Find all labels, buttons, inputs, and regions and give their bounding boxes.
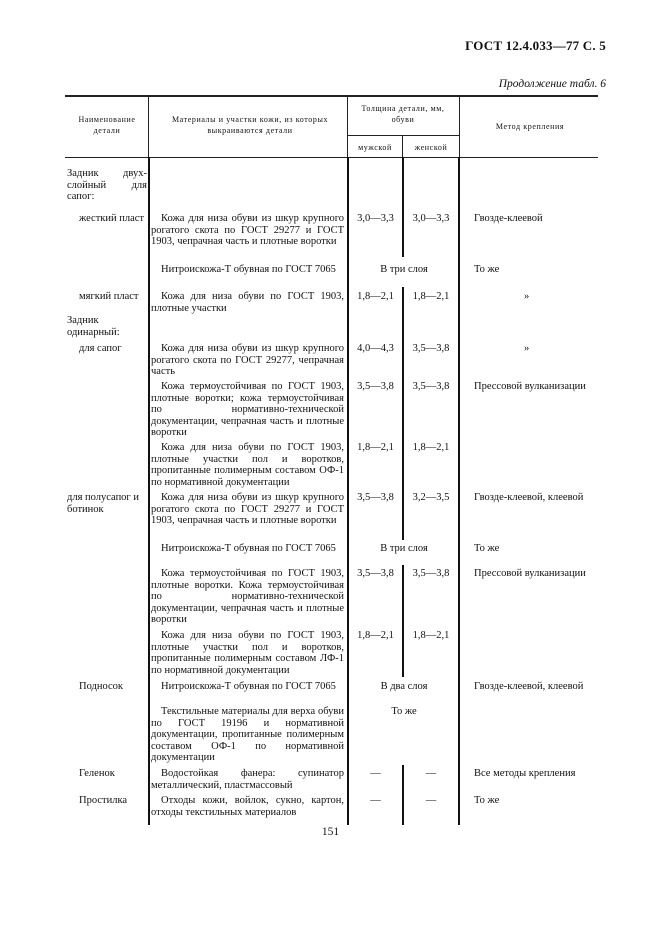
header-col-divider-1 <box>148 95 149 157</box>
table-row-male: 1,8—2,1 <box>357 291 394 302</box>
table-row-female: 3,5—3,8 <box>412 568 450 579</box>
column-header-name: Наименование детали <box>78 115 136 135</box>
table-row-name: Геленок <box>79 768 115 779</box>
mid-divider-seg-1 <box>402 157 404 257</box>
table-row-male: 3,5—3,8 <box>357 568 394 579</box>
table-row-span: В два слоя <box>380 681 428 692</box>
table-row-material: Нитроискожа-Т обувная по ГОСТ 7065 <box>161 543 336 554</box>
table-row-material: Кожа для низа обуви из шкур крупного рогатого скота по ГОСТ 29277, чепрачная часть <box>151 343 344 378</box>
table-row-method: Гвозде-клеевой, клеевой <box>474 681 584 692</box>
table-row-method: Прессовой вулканизации <box>474 381 586 392</box>
table-row-female: 1,8—2,1 <box>412 291 450 302</box>
table-row-female: 1,8—2,1 <box>412 442 450 453</box>
body-col-divider-4 <box>458 157 460 825</box>
table-row-material: Водостойкая фанера: супинатор металлический, пластмассовый <box>151 768 344 791</box>
table-row-method: То же <box>474 264 500 275</box>
table-row-span: В три слоя <box>380 543 428 554</box>
column-header-materials: Материалы и участки кожи, из которых выкраиваются детали <box>171 115 329 135</box>
table-row-female: 3,5—3,8 <box>412 381 450 392</box>
table-row-male: 1,8—2,1 <box>357 442 394 453</box>
table-row-method: Гвозде-клеевой <box>474 213 543 224</box>
column-header-method: Метод крепления <box>495 122 565 131</box>
table-row-male: 1,8—2,1 <box>357 630 394 641</box>
table-row-male: 4,0—4,3 <box>357 343 394 354</box>
table-row-material: Кожа для низа обуви из шкур крупного рогатого скота по ГОСТ 29277 и ГОСТ 1903, чепрачная часть и плотные воротки <box>151 492 344 527</box>
table-continuation-note: Продолжение табл. 6 <box>498 78 606 90</box>
table-row-material: Кожа термоустойчивая по ГОСТ 1903, плотные воротки; кожа термоустойчивая по нормативно-технической документации, чепрачная часть и плотные воротки <box>151 381 344 439</box>
table-row-material: Текстильные материалы для верха обуви по ГОСТ 19196 и нормативной документации, пропитанные полимерным составом ОФ-1 по нормативной документации <box>151 706 344 764</box>
table-row-method: » <box>524 291 530 302</box>
table-row-material: Кожа для низа обуви по ГОСТ 1903, плотные участки <box>151 291 344 314</box>
table-row-male: — <box>370 795 381 806</box>
table-row-material: Нитроискожа-Т обувная по ГОСТ 7065 <box>161 681 336 692</box>
header-sub-divider <box>347 135 459 136</box>
table-row-name: мягкий пласт <box>79 291 139 302</box>
table-row-name: для сапог <box>79 343 122 354</box>
body-col-divider-2 <box>347 157 349 825</box>
column-header-thickness: Толщина детали, мм, обуви <box>361 104 445 124</box>
table-row-name: Задник двух-слойный для сапог: <box>67 168 147 203</box>
body-col-divider-1 <box>148 157 150 825</box>
table-row-material: Кожа для низа обуви по ГОСТ 1903, плотные участки пол и воротков, пропитанные полимерным составом ЛФ-1 по нормативной документации <box>151 630 344 676</box>
table-row-female: — <box>425 795 437 806</box>
table-row-male: 3,0—3,3 <box>357 213 394 224</box>
table-row-female: 3,2—3,5 <box>412 492 450 503</box>
table-row-female: 3,5—3,8 <box>412 343 450 354</box>
table-row-female: — <box>425 768 437 779</box>
table-row-name: жесткий пласт <box>79 213 145 224</box>
table-row-method: Гвозде-клеевой, клеевой <box>474 492 584 503</box>
table-row-female: 3,0—3,3 <box>412 213 450 224</box>
table-row-name: Подносок <box>79 681 124 692</box>
table-row-name: Простилка <box>79 795 128 806</box>
table-row-material: Кожа для низа обуви по ГОСТ 1903, плотные участки пол и воротков, пропитанные полимерным составом ОФ-1 по нормативной документации <box>151 442 344 488</box>
table-row-span: В три слоя <box>380 264 428 275</box>
table-row-name: Задник одинарный: <box>67 315 120 338</box>
table-row-male: — <box>370 768 381 779</box>
table-row-material: Нитроискожа-Т обувная по ГОСТ 7065 <box>161 264 336 275</box>
table-row-method: » <box>524 343 530 354</box>
table-row-name: для полусапог и ботинок <box>67 492 139 515</box>
table-row-male: 3,5—3,8 <box>357 492 394 503</box>
table-row-method: Все методы крепления <box>474 768 576 779</box>
table-row-method: Прессовой вулканизации <box>474 568 586 579</box>
mid-divider-seg-3 <box>402 565 404 677</box>
table-row-material: Отходы кожи, войлок, сукно, картон, отходы текстильных материалов <box>151 795 344 818</box>
table-row-material: Кожа термоустойчивая по ГОСТ 1903, плотные воротки. Кожа термоустойчивая по нормативно-технической документации, чепрачная часть и плотные воротки <box>151 568 344 626</box>
column-header-female: женской <box>414 143 448 152</box>
table-row-male: 3,5—3,8 <box>357 381 394 392</box>
page-number: 151 <box>321 826 340 838</box>
table-row-method: То же <box>474 543 500 554</box>
table-row-span: То же <box>391 706 417 717</box>
table-top-border <box>65 95 598 97</box>
header-col-divider-4 <box>459 95 460 157</box>
table-row-female: 1,8—2,1 <box>412 630 450 641</box>
table-row-material: Кожа для низа обуви из шкур крупного рогатого скота по ГОСТ 29277 и ГОСТ 1903, чепрачная часть и плотные воротки <box>151 213 344 248</box>
document-header: ГОСТ 12.4.033—77 С. 5 <box>465 38 606 53</box>
column-header-male: мужской <box>358 143 392 152</box>
header-bottom-border <box>65 157 598 158</box>
table-row-method: То же <box>474 795 500 806</box>
